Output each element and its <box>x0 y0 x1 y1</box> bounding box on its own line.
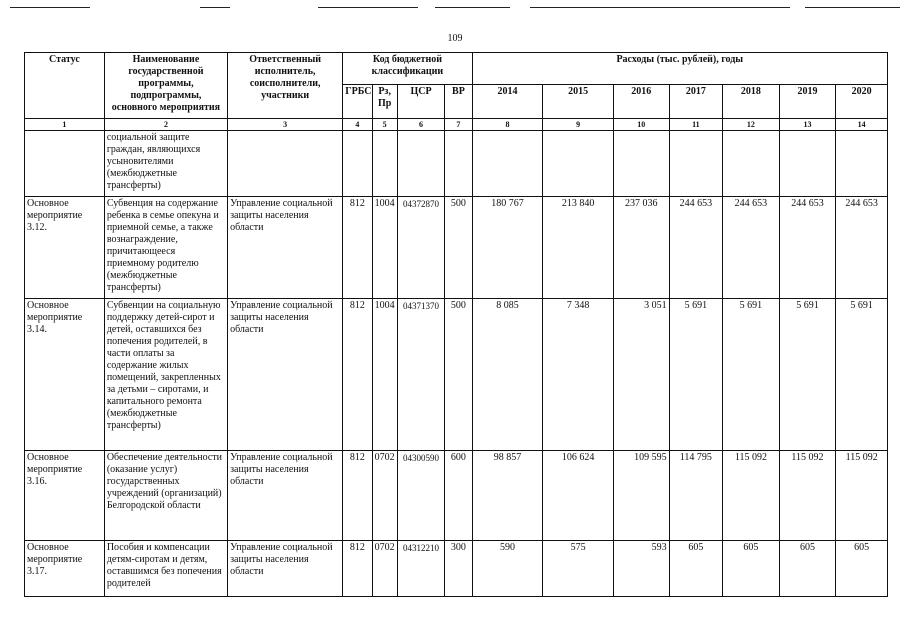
row-value: 8 085 <box>472 299 543 451</box>
row-value: 109 595 <box>614 451 670 541</box>
row-grbs: 812 <box>343 541 372 597</box>
header-row-1 <box>25 53 888 85</box>
row-grbs: 812 <box>343 197 372 299</box>
row-value: 605 <box>669 541 723 597</box>
header-vr: ВР <box>445 85 472 119</box>
column-number: 8 <box>472 119 543 131</box>
row-name: Субвенции на социальную поддержку детей-сирот и детей, оставшихся без попечения родителей, в части оплаты за содержание жилых помещений, закрепленных за детьми – сиротами, и капитального ремонта (межбюджетные трансферты) <box>104 299 227 451</box>
row-csr: 04372870 <box>397 197 444 299</box>
table-row <box>25 451 888 541</box>
table-row <box>25 197 888 299</box>
table-row <box>25 541 888 597</box>
row-value: 115 092 <box>836 451 888 541</box>
row-value: 593 <box>614 541 670 597</box>
row-value: 244 653 <box>669 197 723 299</box>
header-status: Статус <box>25 53 105 119</box>
row-value: 5 691 <box>836 299 888 451</box>
row-value: 244 653 <box>779 197 836 299</box>
row-vr: 500 <box>445 197 472 299</box>
row-value: 244 653 <box>836 197 888 299</box>
row-name: Обеспечение деятельности (оказание услуг) государственных учреждений (организаций) Белгородской области <box>104 451 227 541</box>
column-number: 14 <box>836 119 888 131</box>
top-rule <box>805 7 900 8</box>
row-responsible: Управление социальной защиты населения области <box>228 299 343 451</box>
header-csr: ЦСР <box>397 85 444 119</box>
row-value: 244 653 <box>723 197 780 299</box>
row-value: 590 <box>472 541 543 597</box>
row-grbs: 812 <box>343 451 372 541</box>
row-value: 115 092 <box>723 451 780 541</box>
row-vr: 300 <box>445 541 472 597</box>
row-status: Основное мероприятие 3.14. <box>25 299 105 451</box>
row-csr: 04312210 <box>397 541 444 597</box>
column-number: 5 <box>372 119 397 131</box>
row-value: 575 <box>543 541 614 597</box>
row-value: 237 036 <box>614 197 670 299</box>
header-year: 2015 <box>543 85 614 119</box>
row-vr: 600 <box>445 451 472 541</box>
top-rule <box>435 7 510 8</box>
row-value: 3 051 <box>614 299 670 451</box>
row-rzpr: 0702 <box>372 451 397 541</box>
row-value: 180 767 <box>472 197 543 299</box>
row-csr: 04371370 <box>397 299 444 451</box>
header-rzpr: Рз, Пр <box>372 85 397 119</box>
row-value: 5 691 <box>779 299 836 451</box>
budget-table <box>24 52 888 597</box>
column-number: 12 <box>723 119 780 131</box>
row-value: 98 857 <box>472 451 543 541</box>
column-number-row <box>25 119 888 131</box>
row-value: 605 <box>779 541 836 597</box>
top-rule <box>10 7 90 8</box>
column-number: 10 <box>614 119 670 131</box>
row-name: Субвенция на содержание ребенка в семье опекуна и приемной семье, а также вознаграждение, причитающееся приемному родителю (межбюджетные трансферты) <box>104 197 227 299</box>
row-value: 7 348 <box>543 299 614 451</box>
column-number: 2 <box>104 119 227 131</box>
row-value: 605 <box>723 541 780 597</box>
continuation-row <box>25 131 888 197</box>
row-rzpr: 1004 <box>372 299 397 451</box>
row-value: 5 691 <box>669 299 723 451</box>
top-rule <box>318 7 418 8</box>
column-number: 6 <box>397 119 444 131</box>
row-value: 5 691 <box>723 299 780 451</box>
top-rule <box>200 7 230 8</box>
header-year: 2014 <box>472 85 543 119</box>
column-number: 3 <box>228 119 343 131</box>
row-rzpr: 1004 <box>372 197 397 299</box>
table-row <box>25 299 888 451</box>
top-rule <box>530 7 790 8</box>
header-name: Наименование государственной программы, подпрограммы, основного мероприятия <box>104 53 227 119</box>
header-budget-code: Код бюджетной классификации <box>343 53 472 85</box>
column-number: 13 <box>779 119 836 131</box>
header-grbs: ГРБС <box>343 85 372 119</box>
column-number: 4 <box>343 119 372 131</box>
header-expenses: Расходы (тыс. рублей), годы <box>472 53 887 85</box>
row-responsible: Управление социальной защиты населения области <box>228 541 343 597</box>
column-number: 11 <box>669 119 723 131</box>
header-year: 2016 <box>614 85 670 119</box>
row-rzpr: 0702 <box>372 541 397 597</box>
row-value: 114 795 <box>669 451 723 541</box>
row-name: социальной защите граждан, являющихся усыновителями (межбюджетные трансферты) <box>104 131 227 197</box>
row-value: 115 092 <box>779 451 836 541</box>
row-status: Основное мероприятие 3.16. <box>25 451 105 541</box>
header-year: 2018 <box>723 85 780 119</box>
row-value: 605 <box>836 541 888 597</box>
row-status: Основное мероприятие 3.12. <box>25 197 105 299</box>
header-year: 2017 <box>669 85 723 119</box>
row-status: Основное мероприятие 3.17. <box>25 541 105 597</box>
row-responsible: Управление социальной защиты населения области <box>228 197 343 299</box>
column-number: 1 <box>25 119 105 131</box>
row-responsible: Управление социальной защиты населения области <box>228 451 343 541</box>
column-number: 7 <box>445 119 472 131</box>
column-number: 9 <box>543 119 614 131</box>
page-number: 109 <box>447 33 463 44</box>
row-grbs: 812 <box>343 299 372 451</box>
header-year: 2019 <box>779 85 836 119</box>
header-responsible: Ответственный исполнитель, соисполнители, участники <box>228 53 343 119</box>
row-value: 213 840 <box>543 197 614 299</box>
row-csr: 04300590 <box>397 451 444 541</box>
row-value: 106 624 <box>543 451 614 541</box>
header-year: 2020 <box>836 85 888 119</box>
row-name: Пособия и компенсации детям-сиротам и детям, оставшимся без попечения родителей <box>104 541 227 597</box>
row-vr: 500 <box>445 299 472 451</box>
